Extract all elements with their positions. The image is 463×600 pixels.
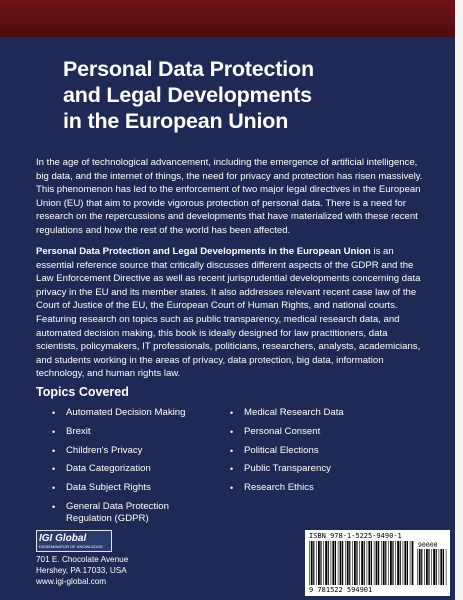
topic-item: [52, 463, 202, 475]
bullet-icon: •: [52, 483, 56, 494]
topic-label: Personal Consent: [244, 425, 321, 437]
logo-tagline: DISSEMINATOR OF KNOWLEDGE: [39, 544, 103, 549]
topic-label: General Data Protection Regulation (GDPR): [66, 500, 169, 524]
bullet-icon: •: [52, 445, 56, 456]
bullet-icon: •: [230, 445, 234, 456]
barcode-addon-digits: 90000: [418, 541, 438, 549]
topic-label: Medical Research Data: [244, 407, 344, 418]
topic-item: [52, 501, 202, 525]
publisher-logo: [36, 530, 112, 552]
topic-label: Data Subject Rights: [66, 482, 151, 494]
description-text: is an essential reference source that critically discusses different aspects of the GDPR and the Law Enforcement Directive as well as recent jurisprudential developments concerning data privacy in the EU and its member states. It also addresses relevant recent case law of the Court of Justice of the EU, the European Court of Human Rights, and national courts. Featuring research on topics such as public transparency, medical research data, and automated decision making, this book is ideally designed for law practitioners, data scientists, policymakers, IT professionals, politicians, researchers, analysts, academicians, and students working in the areas of privacy, data protection, big data, information technology, and human rights law.: [36, 246, 421, 380]
intro-paragraph: In the age of technological advancement, including the emergence of artificial intelligence, big data, and the internet of things, the need for privacy and protection has risen massively. This phenomenon has led to the enforcement of two major legal directives in the European Union (EU) that aim to provide vigorous protection of personal data. There is a need for research on the repercussions and developments that have materialized with these recent regulations and how the rest of the world has been affected.: [36, 157, 423, 236]
address-line: 701 E. Chocolate Avenue: [36, 555, 129, 564]
barcode: [305, 530, 450, 596]
topic-label: Children's Privacy: [66, 444, 143, 456]
address-line: Hershey, PA 17033, USA: [36, 566, 127, 575]
barcode-addon-bars: [417, 549, 447, 585]
bullet-icon: •: [52, 501, 56, 512]
bullet-icon: •: [52, 426, 56, 437]
barcode-digits: 9 781522 594901: [309, 586, 373, 594]
bullet-icon: •: [52, 464, 56, 475]
bullet-icon: •: [230, 483, 234, 494]
topic-label: Data Categorization: [66, 463, 151, 475]
bullet-icon: •: [230, 426, 234, 437]
barcode-bars: [309, 541, 414, 585]
topic-label: Automated Decision Making: [66, 407, 186, 418]
title-line: and Legal Developments: [63, 83, 312, 107]
title-line: in the European Union: [63, 109, 289, 133]
topic-item: [52, 482, 202, 494]
isbn-label: ISBN 978-1-5225-9490-1: [309, 532, 402, 540]
address-url: www.igi-global.com: [36, 577, 107, 586]
logo-name: IGI Global: [39, 533, 87, 544]
title-line: Personal Data Protection: [63, 57, 314, 81]
topic-item: [230, 426, 400, 438]
bullet-icon: •: [230, 408, 234, 418]
topic-label: Public Transparency: [244, 463, 331, 475]
topic-item: [230, 445, 400, 457]
bullet-icon: •: [52, 408, 56, 418]
topics-heading: Topics Covered: [36, 385, 129, 399]
page-edge: [455, 0, 463, 600]
topic-item: [230, 482, 400, 494]
topic-label: Brexit: [66, 425, 91, 437]
topic-label: Research Ethics: [244, 482, 314, 494]
topics-list-left: [52, 407, 202, 532]
topic-item: [230, 463, 400, 475]
publisher-address: [36, 554, 128, 587]
description-book-title: Personal Data Protection and Legal Developments in the European Union: [36, 246, 371, 257]
topic-item: [230, 407, 400, 419]
topic-label: Political Elections: [244, 444, 319, 456]
bullet-icon: •: [230, 464, 234, 475]
description-paragraph: [36, 245, 426, 381]
book-title: [63, 56, 393, 134]
topics-list-right: [230, 407, 400, 501]
topic-item: [52, 407, 202, 419]
top-color-band: [0, 0, 455, 37]
topic-item: [52, 445, 202, 457]
topic-item: [52, 426, 202, 438]
